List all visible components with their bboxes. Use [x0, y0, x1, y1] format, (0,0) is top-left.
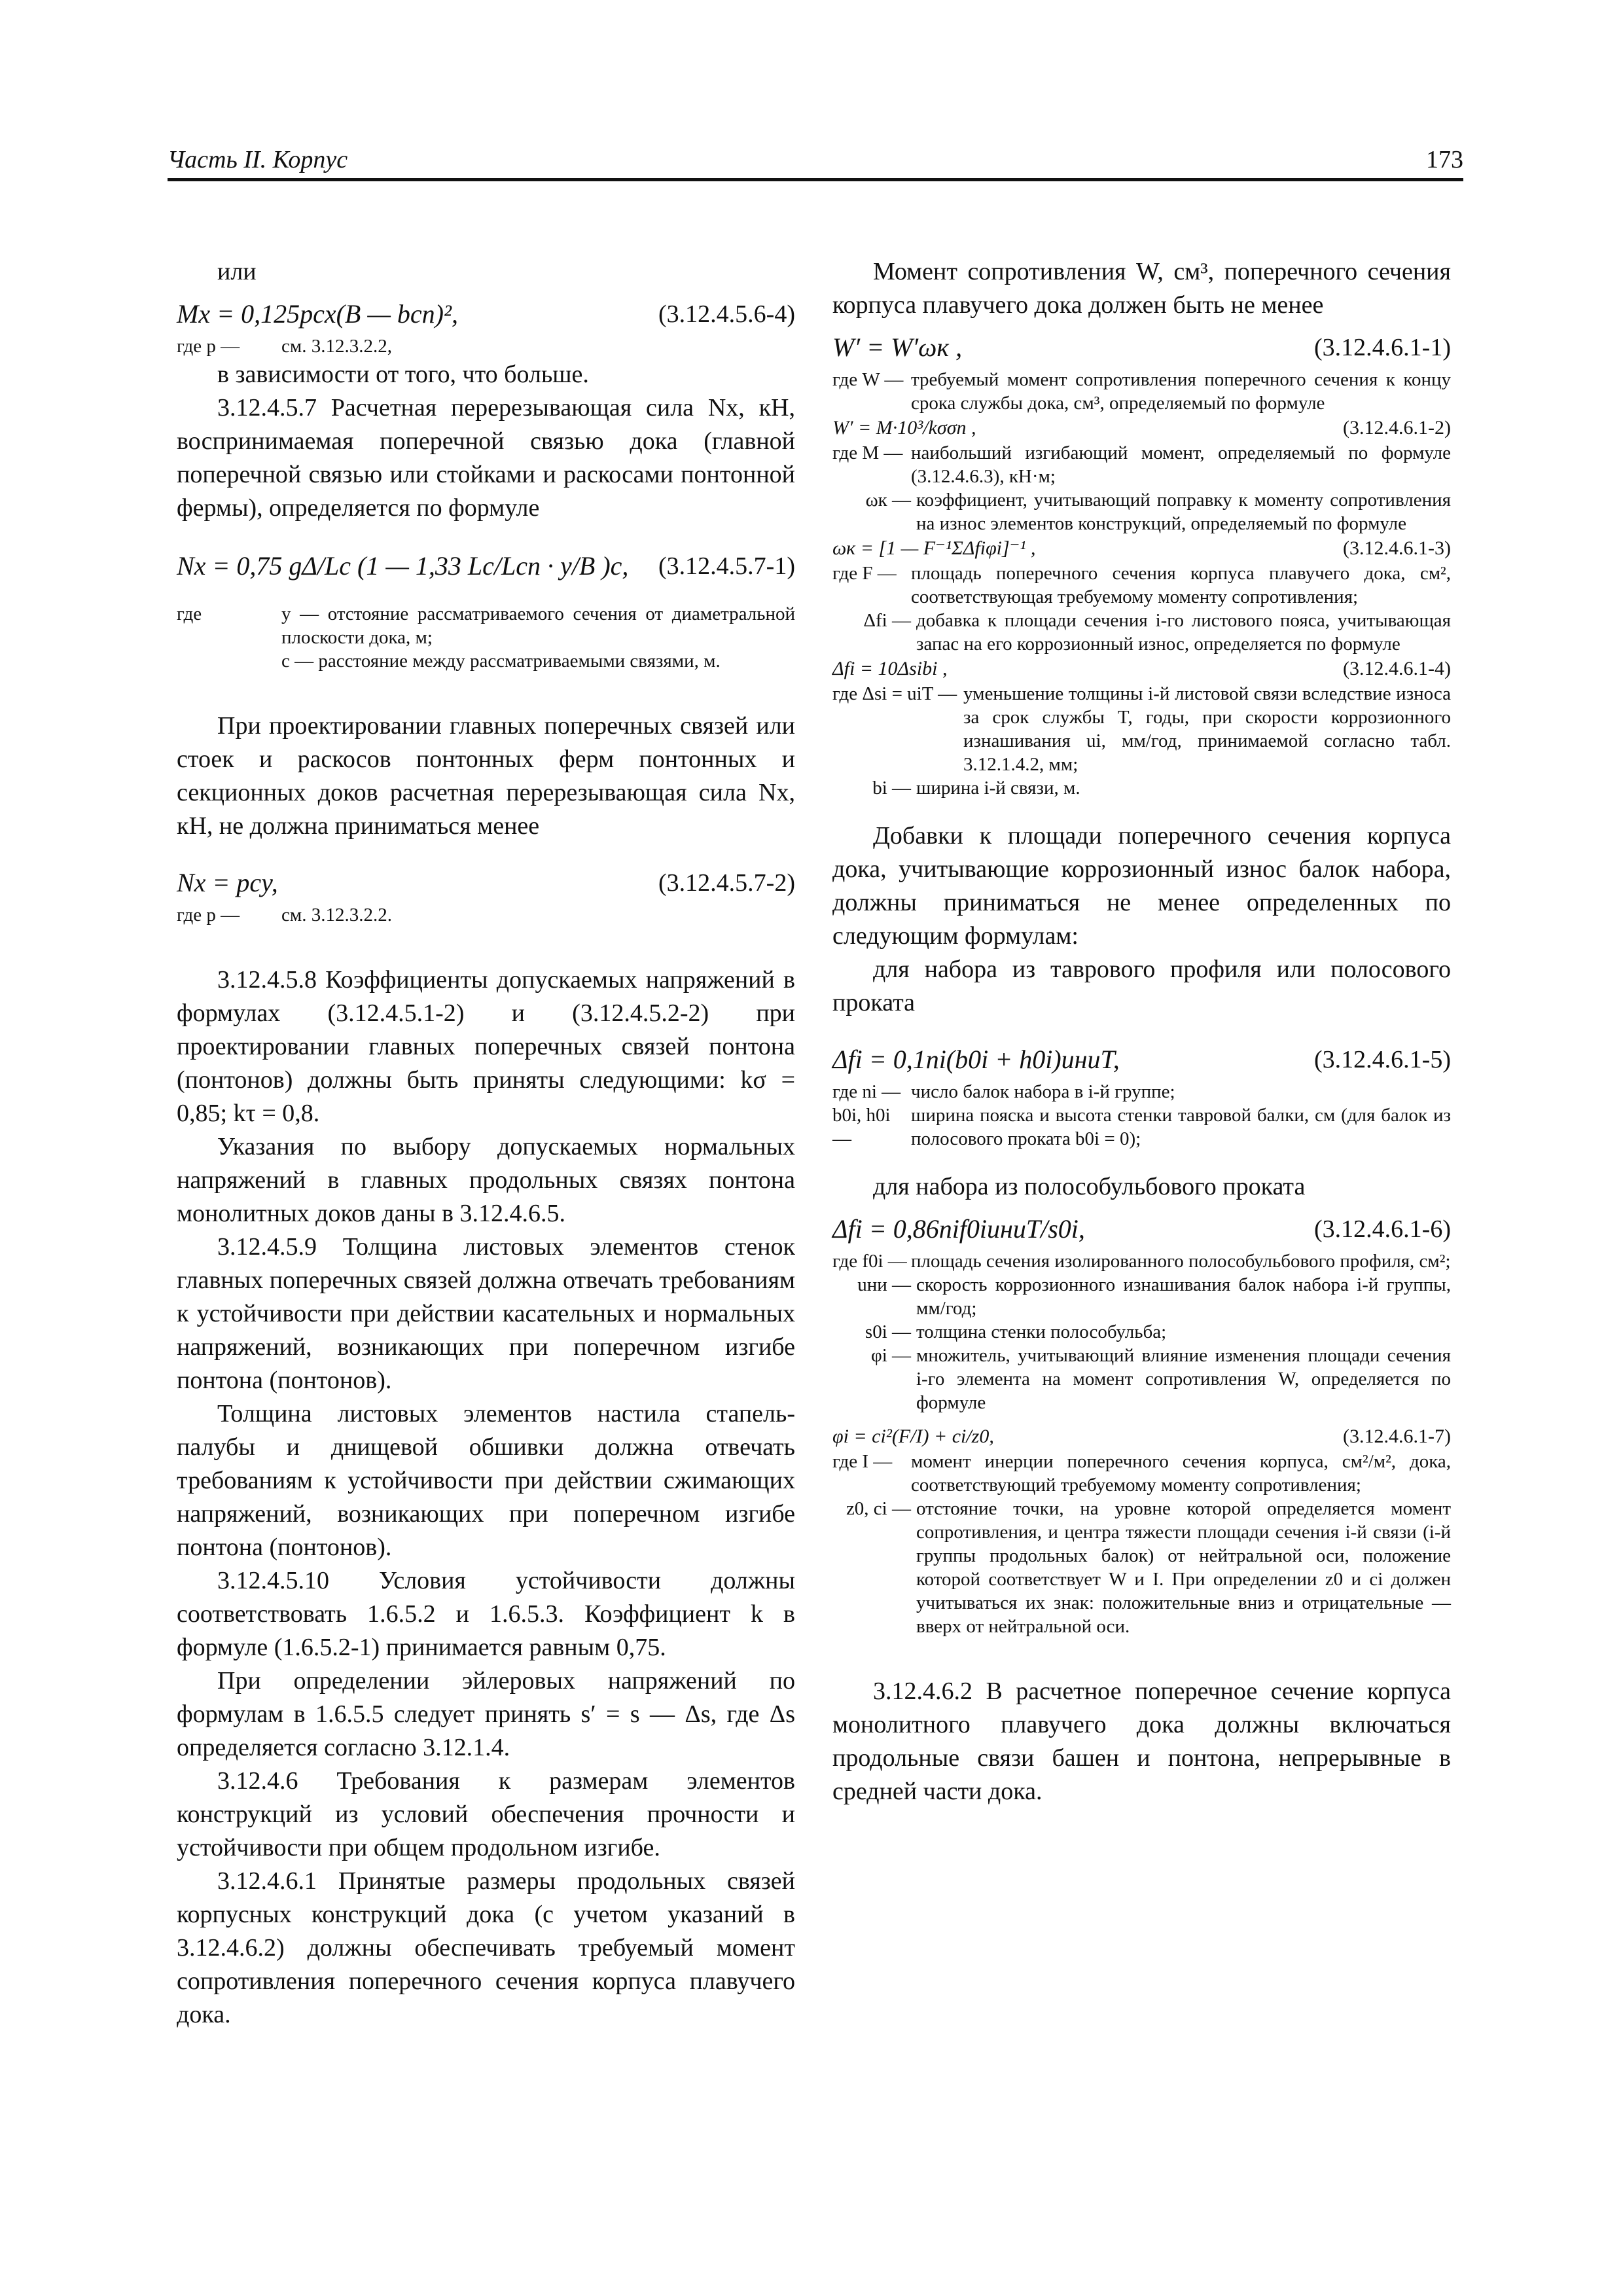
- running-title: Часть II. Корпус: [168, 146, 348, 173]
- where-text: множитель, учитывающий влияние изменения площади сечения i-го элемента на момент сопротивления W, определяется по формуле: [916, 1345, 1451, 1413]
- formula: [177, 294, 795, 334]
- equation-number: (3.12.4.5.7-1): [658, 552, 795, 580]
- paragraph: или: [217, 258, 257, 285]
- paragraph: Толщина листовых элементов настила стапель-палубы и днищевой обшивки должна отвечать требованиям к устойчивости при действии сжимающих напряжений, возникающих при поперечном изгибе понтона (понтонов).: [177, 1400, 795, 1561]
- where-label: z0, ci —: [846, 1498, 911, 1519]
- paragraph: в зависимости от того, что больше.: [217, 361, 589, 388]
- where-item: [832, 488, 1451, 535]
- where-item: [177, 334, 795, 358]
- formula-body: Δfi = 0,1ni(b0i + h0i)uниT,: [832, 1045, 1120, 1074]
- formula: [177, 863, 795, 903]
- equation-number: (3.12.4.6.1-1): [1314, 334, 1451, 361]
- where-text: добавка к площади сечения i-го листового пояса, учитывающая запас на его коррозионный износ, определяется по формуле: [916, 610, 1451, 655]
- where-item: [832, 441, 1451, 488]
- where-item: [832, 609, 1451, 656]
- page-header: [168, 145, 1463, 182]
- where-text: см. 3.12.3.2.2.: [281, 905, 392, 925]
- where-text: отстояние точки, на уровне которой определяется момент сопротивления, и центра тяжести площади сечения i-й связи (i-й группы продольных балок) от нейтральной оси, положение которой соответствует W и I. При определении z0 и ci должен учитываться их знак: положительные вниз и отрицательные — вверх от нейтральной оси.: [916, 1498, 1451, 1637]
- where-text: коэффициент, учитывающий поправку к моменту сопротивления на износ элементов конструкций, определяемый по формуле: [916, 490, 1451, 534]
- where-text: площадь сечения изолированного полособульбового профиля, см²;: [911, 1251, 1451, 1272]
- where-label: где: [177, 603, 202, 624]
- formula: [832, 327, 1451, 368]
- where-item: [832, 1080, 1451, 1103]
- where-label: φi —: [870, 1345, 911, 1366]
- where-text: наибольший изгибающий момент, определяемый по формуле (3.12.4.6.3), кН·м;: [911, 442, 1451, 487]
- equation-number: (3.12.4.6.1-4): [1343, 658, 1451, 679]
- where-text: ширина пояска и высота стенки тавровой балки, см (для балок из полосового проката b0i = 0);: [911, 1105, 1451, 1149]
- where-text: площадь поперечного сечения корпуса плавучего дока, см², соответствующая требуемому моменту сопротивления;: [911, 563, 1451, 607]
- equation-number: (3.12.4.6.1-3): [1343, 537, 1451, 559]
- paragraph: 3.12.4.5.8 Коэффициенты допускаемых напряжений в формулах (3.12.4.5.1-2) и (3.12.4.5.2-2) при проектировании главных поперечных связей понтона (понтонов) должны быть приняты следующими: kσ = 0,85; kτ = 0,8.: [177, 966, 795, 1127]
- formula-body: Mx = 0,125pcx(B — bсп)²,: [177, 299, 458, 329]
- paragraph: для набора из таврового профиля или полосового проката: [832, 956, 1451, 1016]
- where-text: скорость коррозионного изнашивания балок набора i-й группы, мм/год;: [916, 1274, 1451, 1319]
- where-item: [832, 562, 1451, 609]
- where-item: [832, 1450, 1451, 1497]
- where-label: ωк —: [865, 490, 911, 511]
- where-text: ширина i-й связи, м.: [916, 778, 1080, 798]
- formula-body: φi = ci²(F/I) + ci/z0,: [832, 1426, 994, 1447]
- where-label: b0i, h0i —: [832, 1105, 891, 1149]
- where-item: [832, 1320, 1451, 1344]
- where-label: где p —: [177, 905, 240, 925]
- paragraph: 3.12.4.6.2 В расчетное поперечное сечение корпуса монолитного плавучего дока должны включаться продольные связи башен и понтона, непрерывные в средней части дока.: [832, 1677, 1451, 1805]
- where-text: c — расстояние между рассматриваемыми связями, м.: [281, 651, 721, 672]
- where-item: [832, 1344, 1451, 1414]
- right-column: [832, 255, 1451, 1808]
- where-label: где p —: [177, 336, 240, 357]
- paragraph: Момент сопротивления W, см³, поперечного сечения корпуса плавучего дока должен быть не менее: [832, 258, 1451, 319]
- where-item: [177, 903, 795, 927]
- paragraph: Добавки к площади поперечного сечения корпуса дока, учитывающие коррозионный износ балок набора, должны приниматься не менее определенных по следующим формулам:: [832, 822, 1451, 950]
- formula-body: Δfi = 10Δsibi ,: [832, 658, 948, 679]
- paragraph: Указания по выбору допускаемых нормальных напряжений в главных продольных связях понтона монолитных доков даны в 3.12.4.6.5.: [177, 1133, 795, 1227]
- formula-body: Δfi = 0,86nif0iuниT/s0i,: [832, 1214, 1085, 1244]
- where-label: где ni —: [832, 1081, 901, 1102]
- where-text: см. 3.12.3.2.2,: [281, 336, 392, 357]
- header-rule: [168, 178, 1463, 181]
- page-number: 173: [1426, 146, 1463, 173]
- equation-number: (3.12.4.5.7-2): [658, 869, 795, 897]
- where-label: где W —: [832, 369, 904, 390]
- formula-body: ωк = [1 — F⁻¹ΣΔfiφi]⁻¹ ,: [832, 537, 1036, 559]
- where-text: число балок набора в i-й группе;: [911, 1081, 1175, 1102]
- where-label: где f0i —: [832, 1251, 907, 1272]
- equation-number: (3.12.4.6.1-6): [1314, 1215, 1451, 1243]
- where-item: [832, 1249, 1451, 1273]
- equation-number: (3.12.4.6.1-5): [1314, 1046, 1451, 1073]
- formula-body: W′ = M·10³/kσσn ,: [832, 417, 976, 439]
- paragraph: для набора из полособульбового проката: [873, 1173, 1306, 1200]
- equation-number: (3.12.4.6.1-7): [1343, 1426, 1451, 1447]
- formula-body: Nx = pcy,: [177, 868, 278, 897]
- paragraph: 3.12.4.6 Требования к размерам элементов конструкций из условий обеспечения прочности и устойчивости при общем продольном изгибе.: [177, 1767, 795, 1861]
- equation-number: (3.12.4.6.1-2): [1343, 417, 1451, 439]
- where-text: требуемый момент сопротивления поперечного сечения к концу срока службы дока, см³, определяемый по формуле: [911, 369, 1451, 414]
- where-label: где F —: [832, 563, 897, 584]
- formula-body: Nx = 0,75 gΔ/Lc (1 — 1,33 Lc/Lсп · y/B )c,: [177, 551, 629, 581]
- where-label: где Δsi = uiT —: [832, 683, 957, 704]
- equation-number: (3.12.4.5.6-4): [658, 300, 795, 328]
- formula: [832, 1424, 1451, 1450]
- where-label: uни —: [857, 1274, 911, 1295]
- formula: [832, 1039, 1451, 1080]
- where-label: bi —: [872, 778, 911, 798]
- where-item: [177, 649, 795, 673]
- where-item: [832, 368, 1451, 415]
- where-item: [832, 1273, 1451, 1320]
- formula: [832, 656, 1451, 682]
- formula: [177, 530, 795, 602]
- formula: [832, 1209, 1451, 1249]
- where-text: толщина стенки полособульба;: [916, 1321, 1167, 1342]
- formula: [832, 535, 1451, 562]
- where-item: [832, 776, 1451, 800]
- where-item: [832, 682, 1451, 776]
- where-label: s0i —: [865, 1321, 911, 1342]
- paragraph: 3.12.4.6.1 Принятые размеры продольных связей корпусных конструкций дока (с учетом указаний в 3.12.4.6.2) должны обеспечивать требуемый момент сопротивления поперечного сечения корпуса плавучего дока.: [177, 1867, 795, 2028]
- formula: [832, 415, 1451, 441]
- paragraph: 3.12.4.5.7 Расчетная перерезывающая сила Nx, кН, воспринимаемая поперечной связью дока (главной поперечной связью или стойками и раскосами понтонной фермы), определяется по формуле: [177, 394, 795, 522]
- where-label: где M —: [832, 442, 903, 463]
- where-item: [832, 1103, 1451, 1151]
- where-label: где I —: [832, 1451, 893, 1472]
- paragraph: При определении эйлеровых напряжений по формулам в 1.6.5.5 следует принять s′ = s — Δs, где Δs определяется согласно 3.12.1.4.: [177, 1667, 795, 1761]
- where-text: момент инерции поперечного сечения корпуса, см²/м², дока, соответствующий требуемому моменту сопротивления;: [911, 1451, 1451, 1496]
- where-text: уменьшение толщины i-й листовой связи вследствие износа за срок службы T, годы, при скорости коррозионного изнашивания ui, мм/год, принимаемой согласно табл. 3.12.1.4.2, мм;: [963, 683, 1451, 775]
- where-item: [832, 1497, 1451, 1638]
- where-text: y — отстояние рассматриваемого сечения от диаметральной плоскости дока, м;: [281, 603, 795, 648]
- paragraph: 3.12.4.5.10 Условия устойчивости должны соответствовать 1.6.5.2 и 1.6.5.3. Коэффициент k в формуле (1.6.5.2-1) принимается равным 0,75.: [177, 1567, 795, 1661]
- paragraph: 3.12.4.5.9 Толщина листовых элементов стенок главных поперечных связей должна отвечать требованиям к устойчивости при действии касательных и нормальных напряжений, возникающих при поперечном изгибе понтона (понтонов).: [177, 1233, 795, 1394]
- where-item: [177, 602, 795, 649]
- left-column: [177, 255, 795, 2032]
- paragraph: При проектировании главных поперечных связей или стоек и раскосов понтонных ферм понтонных и секционных доков расчетная перерезывающая сила Nx, кН, не должна приниматься менее: [177, 712, 795, 840]
- where-label: Δfi —: [863, 610, 911, 631]
- formula-body: W′ = W′ωк ,: [832, 332, 963, 362]
